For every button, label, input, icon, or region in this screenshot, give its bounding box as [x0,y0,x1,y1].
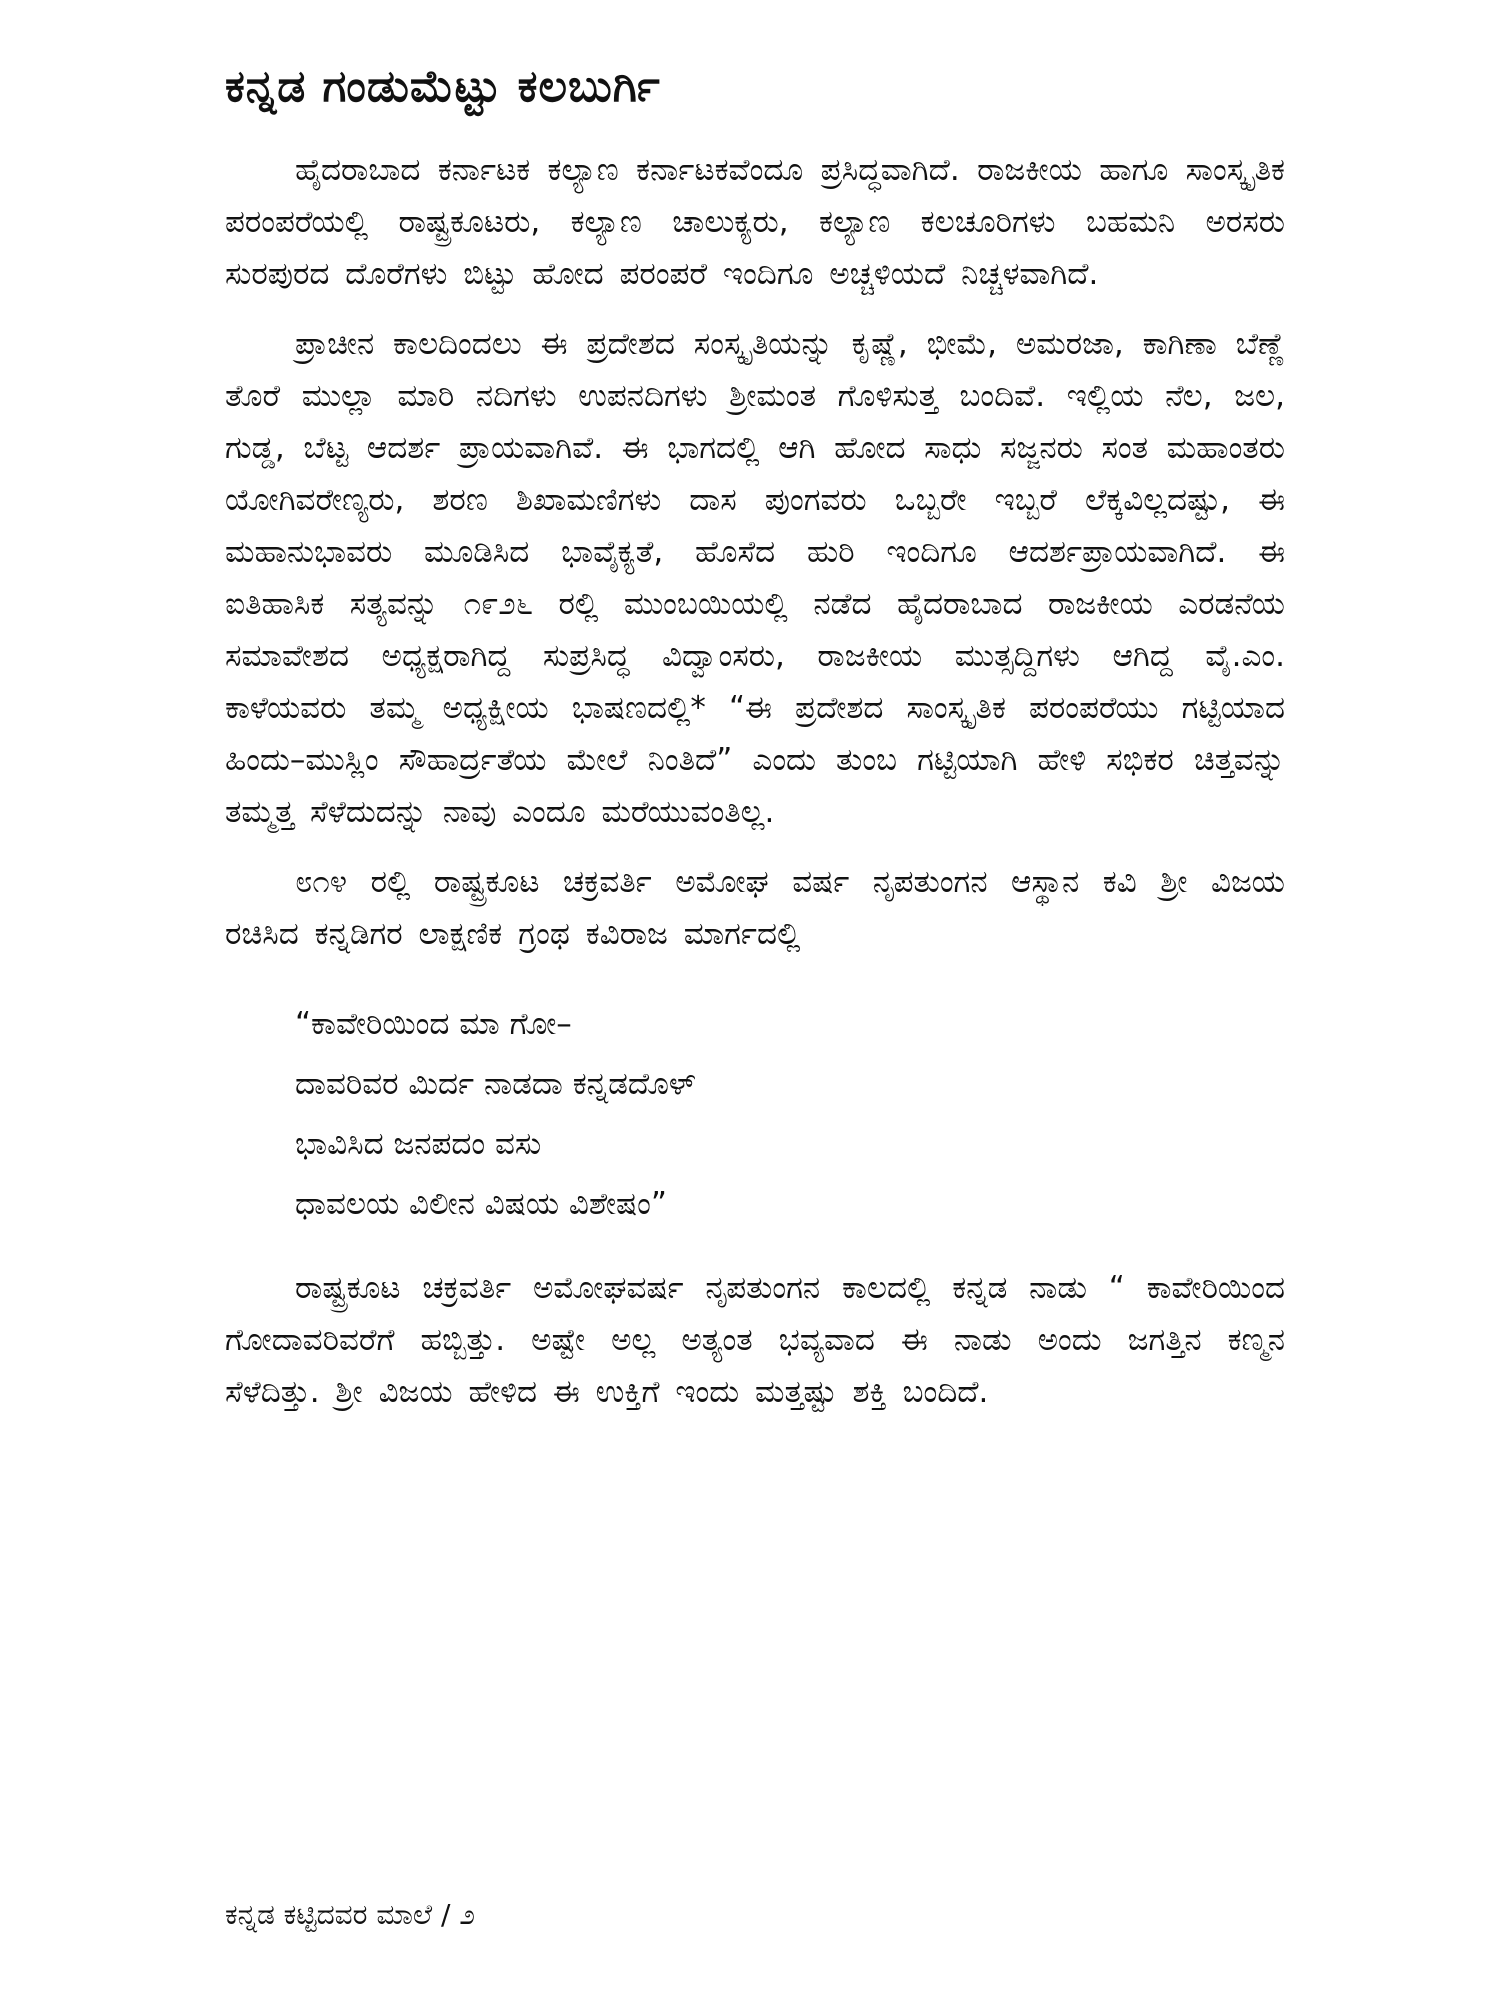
poem-line-1: “ಕಾವೇರಿಯಿಂದ ಮಾ ಗೋ– [295,1006,572,1042]
paragraph-2: ಪ್ರಾಚೀನ ಕಾಲದಿಂದಲು ಈ ಪ್ರದೇಶದ ಸಂಸ್ಕೃತಿಯನ್ನು ಕೃಷ್ಣೆ, ಭೀಮೆ, ಅಮರಜಾ, ಕಾಗಿಣಾ ಬೆಣ್ಣೆ ತೊರೆ ಮುಲ್ಲಾ ಮಾರಿ ನದಿಗಳು ಉಪನದಿಗಳು ಶ್ರೀಮಂತ ಗೊಳಿಸುತ್ತ ಬಂದಿವೆ. ಇಲ್ಲಿಯ ನೆಲ, ಜಲ, ಗುಡ್ಡ, ಬೆಟ್ಟ ಆದರ್ಶ ಪ್ರಾಯವಾಗಿವೆ. ಈ ಭಾಗದಲ್ಲಿ ಆಗಿ ಹೋದ ಸಾಧು ಸಜ್ಜನರು ಸಂತ ಮಹಾಂತರು ಯೋಗಿವರೇಣ್ಯರು, ಶರಣ ಶಿಖಾಮಣಿಗಳು ದಾಸ ಪುಂಗವರು ಒಬ್ಬರೇ ಇಬ್ಬರೆ ಲೆಕ್ಕವಿಲ್ಲದಷ್ಟು, ಈ ಮಹಾನುಭಾವರು ಮೂಡಿಸಿದ ಭಾವೈಕ್ಯತೆ, ಹೊಸೆದ ಹುರಿ ಇಂದಿಗೂ ಆದರ್ಶಪ್ರಾಯವಾಗಿದೆ. ಈ ಐತಿಹಾಸಿಕ ಸತ್ಯವನ್ನು ೧೯೨೬ ರಲ್ಲಿ ಮುಂಬಯಿಯಲ್ಲಿ ನಡೆದ ಹೈದರಾಬಾದ ರಾಜಕೀಯ ಎರಡನೆಯ ಸಮಾವೇಶದ ಅಧ್ಯಕ್ಷರಾಗಿದ್ದ ಸುಪ್ರಸಿದ್ಧ ವಿದ್ವಾಂಸರು, ರಾಜಕೀಯ ಮುತ್ಸದ್ದಿಗಳು ಆಗಿದ್ದ ವೈ.ಎಂ. ಕಾಳೆಯವರು ತಮ್ಮ ಅಧ್ಯಕ್ಷೀಯ ಭಾಷಣದಲ್ಲಿ* “ಈ ಪ್ರದೇಶದ ಸಾಂಸ್ಕೃತಿಕ ಪರಂಪರೆಯು ಗಟ್ಟಿಯಾದ ಹಿಂದು–ಮುಸ್ಲಿಂ ಸೌಹಾರ್ದ್ರತೆಯ ಮೇಲೆ ನಿಂತಿದೆ” ಎಂದು ತುಂಬ ಗಟ್ಟಿಯಾಗಿ ಹೇಳಿ ಸಭಿಕರ ಚಿತ್ತವನ್ನು ತಮ್ಮತ್ತ ಸೆಳೆದುದನ್ನು ನಾವು ಎಂದೂ ಮರೆಯುವಂತಿಲ್ಲ. [225,326,1285,830]
closing-paragraph: ರಾಷ್ಟ್ರಕೂಟ ಚಕ್ರವರ್ತಿ ಅಮೋಘವರ್ಷ ನೃಪತುಂಗನ ಕಾಲದಲ್ಲಿ ಕನ್ನಡ ನಾಡು “ ಕಾವೇರಿಯಿಂದ ಗೋದಾವರಿವರೆಗೆ ಹಬ್ಬಿತ್ತು. ಅಷ್ಟೇ ಅಲ್ಲ ಅತ್ಯಂತ ಭವ್ಯವಾದ ಈ ನಾಡು ಅಂದು ಜಗತ್ತಿನ ಕಣ್ಮನ ಸೆಳೆದಿತ್ತು. ಶ್ರೀ ವಿಜಯ ಹೇಳಿದ ಈ ಉಕ್ತಿಗೆ ಇಂದು ಮತ್ತಷ್ಟು ಶಕ್ತಿ ಬಂದಿದೆ. [225,1270,1285,1410]
poem-line-2: ದಾವರಿವರ ಮಿರ್ದ ನಾಡದಾ ಕನ್ನಡದೊಳ್ [295,1066,696,1102]
paragraph-1: ಹೈದರಾಬಾದ ಕರ್ನಾಟಕ ಕಲ್ಯಾಣ ಕರ್ನಾಟಕವೆಂದೂ ಪ್ರಸಿದ್ಧವಾಗಿದೆ. ರಾಜಕೀಯ ಹಾಗೂ ಸಾಂಸ್ಕೃತಿಕ ಪರಂಪರೆಯಲ್ಲಿ ರಾಷ್ಟ್ರಕೂಟರು, ಕಲ್ಯಾಣ ಚಾಲುಕ್ಯರು, ಕಲ್ಯಾಣ ಕಲಚೂರಿಗಳು ಬಹಮನಿ ಅರಸರು ಸುರಪುರದ ದೊರೆಗಳು ಬಿಟ್ಟು ಹೋದ ಪರಂಪರೆ ಇಂದಿಗೂ ಅಚ್ಚಳಿಯದೆ ನಿಚ್ಚಳವಾಗಿದೆ. [225,152,1285,292]
paragraph-3: ೮೧೪ ರಲ್ಲಿ ರಾಷ್ಟ್ರಕೂಟ ಚಕ್ರವರ್ತಿ ಅಮೋಘ ವರ್ಷ ನೃಪತುಂಗನ ಆಸ್ಥಾನ ಕವಿ ಶ್ರೀ ವಿಜಯ ರಚಿಸಿದ ಕನ್ನಡಿಗರ ಲಾಕ್ಷಣಿಕ ಗ್ರಂಥ ಕವಿರಾಜ ಮಾರ್ಗದಲ್ಲಿ [225,864,1285,952]
poem-line-4: ಧಾವಲಯ ವಿಲೀನ ವಿಷಯ ವಿಶೇಷಂ” [295,1186,667,1222]
poem-line-3: ಭಾವಿಸಿದ ಜನಪದಂ ವಸು [295,1126,542,1162]
poem-quote [295,994,1285,1234]
page-title: ಕನ್ನಡ ಗಂಡುಮೆಟ್ಟು ಕಲಬುರ್ಗಿ [225,61,661,112]
page-footer: ಕನ್ನಡ ಕಟ್ಟಿದವರ ಮಾಲೆ / ೨ [225,1898,476,1931]
page-content [225,58,1285,1436]
